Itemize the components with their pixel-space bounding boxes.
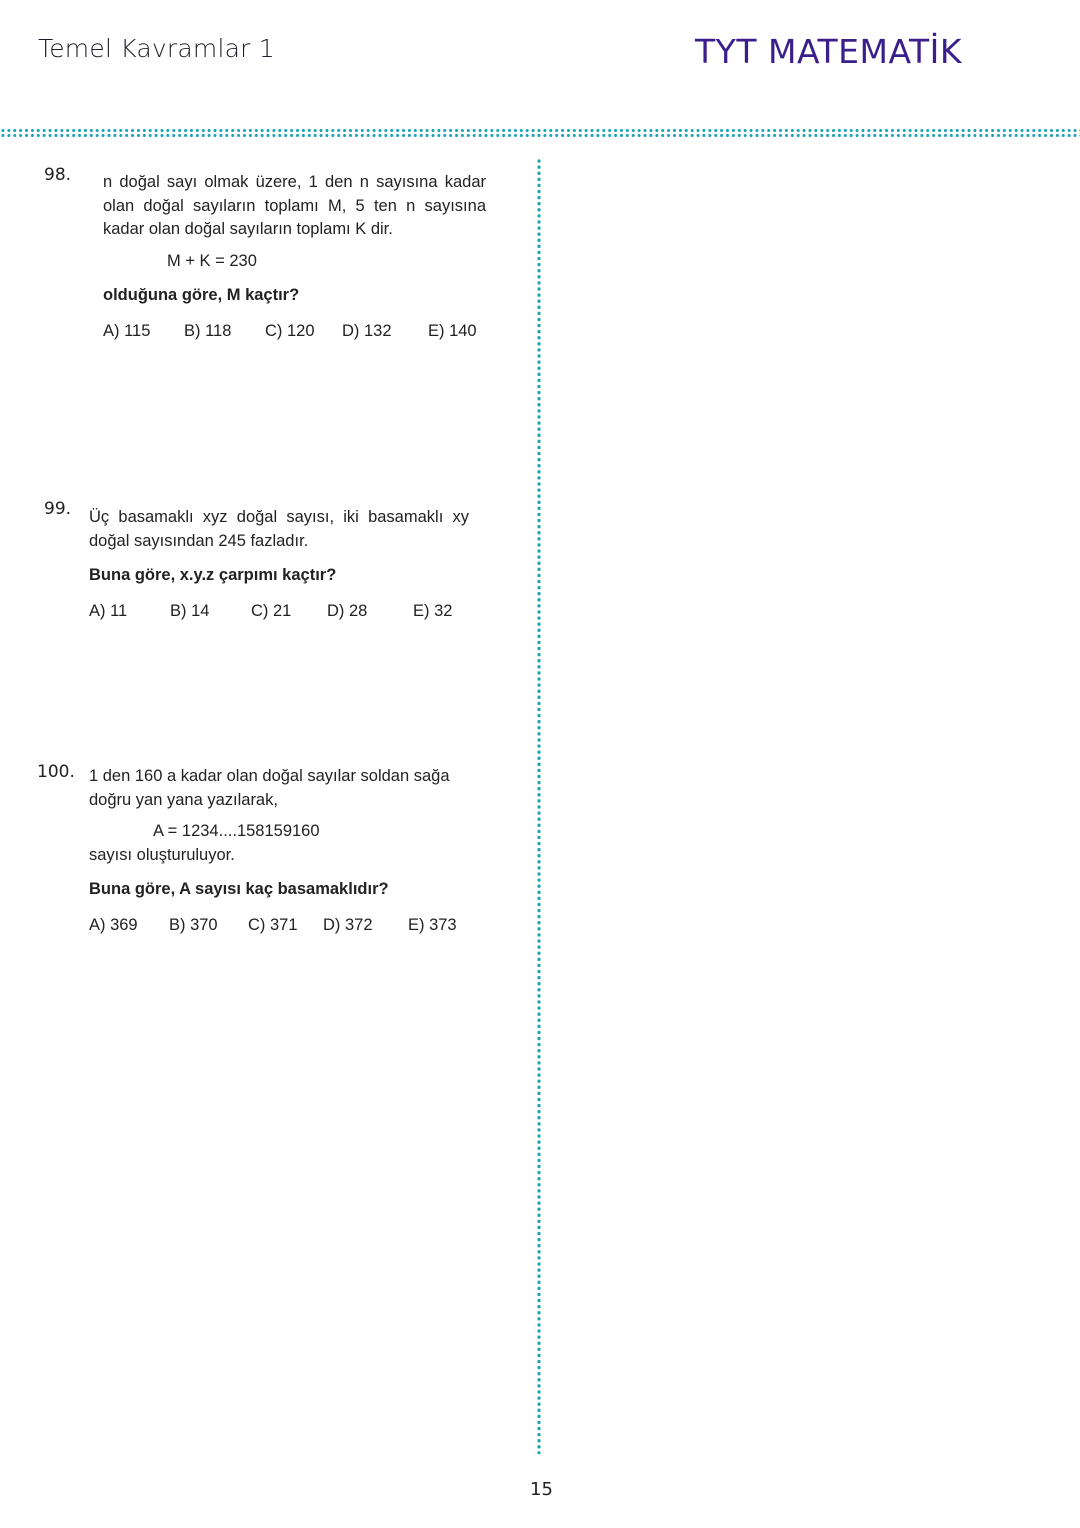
question-statement-continued: sayısı oluşturuluyor. bbox=[89, 845, 235, 864]
answer-options bbox=[89, 914, 469, 938]
page-number: 15 bbox=[530, 1479, 553, 1500]
option-d[interactable]: D) 28 bbox=[327, 601, 368, 620]
question-equation: A = 1234....158159160 bbox=[153, 822, 320, 840]
option-c[interactable]: C) 21 bbox=[251, 601, 292, 620]
option-a[interactable]: A) 115 bbox=[103, 321, 151, 340]
question-prompt: Buna göre, x.y.z çarpımı kaçtır? bbox=[89, 566, 337, 584]
answer-options bbox=[103, 320, 486, 344]
option-c[interactable]: C) 120 bbox=[265, 321, 315, 340]
subject-title: TYT MATEMATİK bbox=[695, 32, 962, 71]
question-98 bbox=[103, 171, 486, 343]
question-number-98: 98. bbox=[44, 165, 72, 185]
option-c[interactable]: C) 371 bbox=[248, 915, 298, 934]
option-b[interactable]: B) 118 bbox=[184, 321, 232, 340]
question-equation: M + K = 230 bbox=[167, 251, 257, 270]
option-a[interactable]: A) 11 bbox=[89, 601, 128, 620]
column-dotted-divider bbox=[536, 158, 542, 1454]
question-statement: Üç basamaklı xyz doğal sayısı, iki basamaklı xy doğal sayısından 245 fazladır. bbox=[89, 508, 469, 550]
option-d[interactable]: D) 372 bbox=[323, 915, 373, 934]
question-prompt: olduğuna göre, M kaçtır? bbox=[103, 286, 300, 304]
header-dotted-divider bbox=[0, 128, 1080, 138]
option-e[interactable]: E) 140 bbox=[428, 321, 477, 340]
option-e[interactable]: E) 373 bbox=[408, 915, 457, 934]
option-a[interactable]: A) 369 bbox=[89, 915, 138, 934]
question-99 bbox=[89, 506, 469, 623]
question-prompt: Buna göre, A sayısı kaç basamaklıdır? bbox=[89, 880, 389, 898]
chapter-title: Temel Kavramlar 1 bbox=[38, 34, 275, 63]
question-number-99: 99. bbox=[44, 499, 72, 519]
option-b[interactable]: B) 14 bbox=[170, 601, 210, 620]
option-b[interactable]: B) 370 bbox=[169, 915, 218, 934]
question-number-100: 100. bbox=[37, 762, 75, 782]
question-statement: n doğal sayı olmak üzere, 1 den n sayısına kadar olan doğal sayıların toplamı M, 5 ten n sayısına kadar olan doğal sayıların toplamı K dir. bbox=[103, 173, 486, 238]
question-statement: 1 den 160 a kadar olan doğal sayılar soldan sağa doğru yan yana yazılarak, bbox=[89, 767, 450, 809]
answer-options bbox=[89, 600, 469, 624]
option-e[interactable]: E) 32 bbox=[413, 601, 453, 620]
option-d[interactable]: D) 132 bbox=[342, 321, 392, 340]
question-100 bbox=[89, 765, 469, 937]
